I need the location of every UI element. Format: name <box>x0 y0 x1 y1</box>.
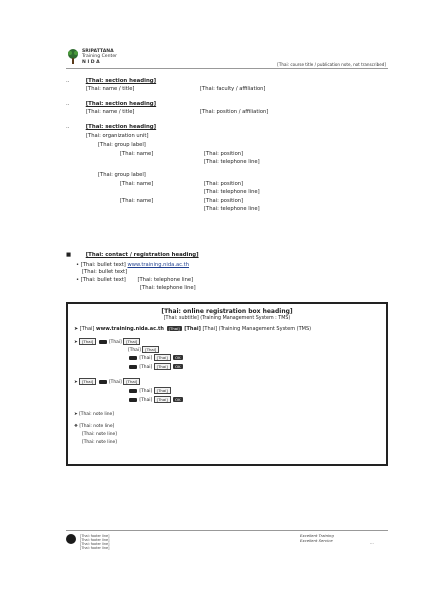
tree-logo-icon <box>66 48 80 66</box>
person-position: [Thai: position] <box>204 181 244 187</box>
section-number: .. <box>66 78 70 84</box>
logo-line-3: N I D A <box>82 59 100 65</box>
keyboard-icon <box>129 398 137 402</box>
note-line-2: ❖ [Thai: note line] <box>74 424 115 429</box>
step-non-member-4: [Thai] [Thai] OK <box>128 363 184 371</box>
footer-text: [Thai: footer line] [Thai: footer line] [Thai: footer line] [Thai: footer line] <box>80 534 110 551</box>
note-line-4: [Thai: note line] <box>82 440 117 445</box>
keyboard-icon <box>129 365 137 369</box>
person-position: [Thai: position] <box>204 198 244 204</box>
section-co-advisor <box>66 101 156 108</box>
contact-heading: ■ [Thai: contact / registration heading] <box>66 252 199 258</box>
group-2-label: [Thai: group label] <box>98 172 146 178</box>
step-member: ➤ [Thai] [Thai] [Thai] <box>74 378 140 386</box>
contact-title: [Thai: contact / registration heading] <box>85 252 199 258</box>
logo-line-1: SRIPATTANA <box>82 49 114 55</box>
keyboard-icon <box>129 356 137 360</box>
step-non-member-3: [Thai] [Thai] OK <box>128 354 184 362</box>
footer-tagline: Excellent Training Excellent Service <box>300 533 334 543</box>
person-name: [Thai: name] <box>120 198 154 204</box>
step-non-member: ➤ [Thai] [Thai] [Thai] <box>74 338 140 346</box>
person-position: [Thai: position] <box>204 151 244 157</box>
section-advisor <box>66 78 156 85</box>
tms-url[interactable]: www.training.nida.ac.th <box>95 326 164 333</box>
header-divider <box>66 68 388 69</box>
keyboard-icon <box>99 380 107 384</box>
step-visit-website: ➤ [Thai] www.training.nida.ac.th [Thai] [Thai] [Thai] (Training Management System (TMS) <box>74 326 312 333</box>
page-number: ... <box>370 540 374 545</box>
person-phone: [Thai: telephone line] <box>204 189 260 195</box>
header-title: [Thai: course title / publication note, not transcribed] <box>277 62 386 67</box>
section-number: .. <box>66 101 70 107</box>
person-name: [Thai: name] <box>120 151 154 157</box>
section-title: [Thai: section heading] <box>85 78 157 84</box>
registration-instructions-box <box>66 302 388 466</box>
contact-bullet-2: • [Thai: bullet text] [Thai: telephone line] <box>76 277 194 283</box>
org-unit: [Thai: organization unit] <box>86 133 149 139</box>
co-advisor-name: [Thai: name / title] <box>86 109 135 115</box>
logo-line-2: Training Center <box>82 54 118 60</box>
section-title: [Thai: section heading] <box>85 124 157 130</box>
person-name: [Thai: name] <box>120 181 154 187</box>
ok-button: OK <box>175 355 181 360</box>
sripattana-logo <box>66 46 126 68</box>
advisor-affiliation: [Thai: faculty / affiliation] <box>200 86 266 92</box>
keyboard-icon <box>99 340 107 344</box>
keyboard-icon <box>129 389 137 393</box>
nida-seal-icon <box>66 534 76 544</box>
co-advisor-position: [Thai: position / affiliation] <box>200 109 269 115</box>
advisor-name: [Thai: name / title] <box>86 86 135 92</box>
step-member-3: [Thai] [Thai] OK <box>128 396 184 404</box>
footer-divider <box>66 530 388 531</box>
step-non-member-2: [Thai] [Thai] <box>128 346 159 354</box>
box-subtitle: [Thai: subtitle] (Training Management System : TMS) <box>163 316 291 321</box>
group-1-label: [Thai: group label] <box>98 142 146 148</box>
person-phone: [Thai: telephone line] <box>204 159 260 165</box>
training-website-link[interactable]: www.training.nida.ac.th <box>127 262 189 268</box>
ok-button: OK <box>175 397 181 402</box>
person-phone: [Thai: telephone line] <box>204 206 260 212</box>
contact-bullet-1-line-2: [Thai: bullet text] <box>82 269 128 275</box>
section-title: [Thai: section heading] <box>85 101 157 107</box>
ok-button: OK <box>175 364 181 369</box>
contact-bullet-2-line-2: [Thai: telephone line] <box>140 285 196 291</box>
contact-bullet-1: • [Thai: bullet text] www.training.nida.ac.th <box>76 262 189 268</box>
section-project-staff <box>66 124 156 131</box>
box-title: [Thai: online registration box heading] <box>161 308 293 315</box>
note-line-3: [Thai: note line] <box>82 432 117 437</box>
note-line-1: ➤ [Thai: note line] <box>74 412 114 417</box>
step-member-2: [Thai] [Thai] <box>128 387 171 395</box>
section-number: .. <box>66 124 70 130</box>
